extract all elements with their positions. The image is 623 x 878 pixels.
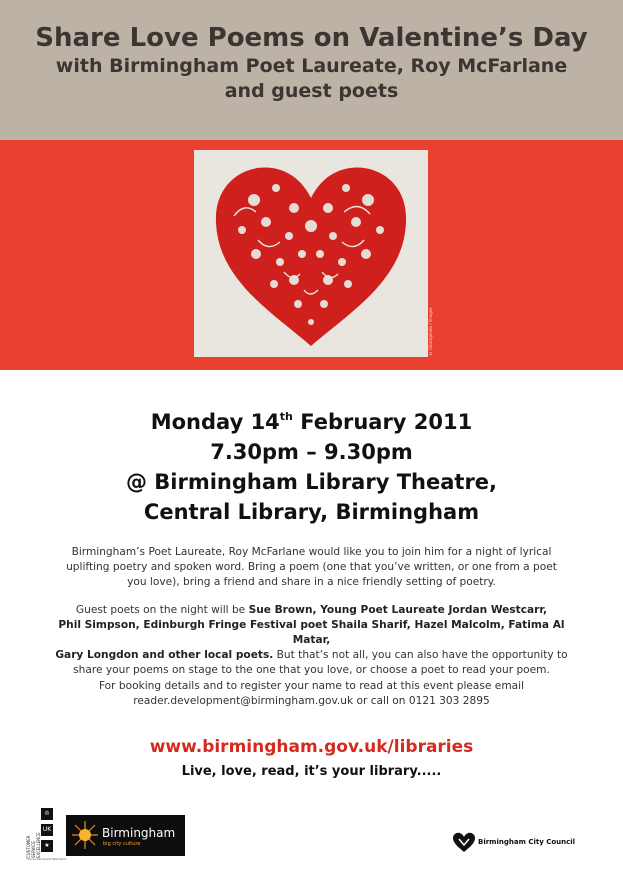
- birmingham-big-city-culture-logo: Birmingham big city culture: [66, 815, 185, 856]
- star-icon: ★: [41, 840, 53, 852]
- sunburst-icon: [66, 815, 102, 856]
- library-tagline: Live, love, read, it’s your library.....: [181, 764, 442, 779]
- event-time: 7.30pm – 9.30pm: [210, 440, 413, 464]
- event-details: [0, 402, 623, 527]
- council-heart-icon: [452, 832, 476, 854]
- poster-header: [0, 0, 623, 140]
- poster-subtitle-line2: and guest poets: [224, 80, 399, 102]
- customer-excellence-logo: CUSTOMER SERVICE EXCELLENCE ♔ UK ★ The Government Standard: [26, 810, 66, 861]
- event-date: Monday 14th February 2011: [150, 410, 473, 434]
- uk-badge: UK: [41, 824, 53, 836]
- booking-contact: reader.development@birmingham.gov.uk or call on 0121 303 2895: [133, 695, 490, 707]
- crown-icon: ♔: [41, 808, 53, 820]
- birmingham-city-council-logo: Birmingham City Council: [452, 832, 602, 854]
- heart-icon: [194, 150, 428, 357]
- booking-paragraph: For booking details and to register your name to read at this event please email reader.development@birmingham.gov.uk or call on 0121 303 2895: [50, 679, 573, 709]
- event-location: Central Library, Birmingham: [143, 500, 480, 524]
- intro-paragraph: Birmingham’s Poet Laureate, Roy McFarlane would like you to join him for a night of lyrical uplifting poetry and spoken word. Bring a poem (one that you’ve written, or one from a poet you love), bring a friend and share in a nice friendly setting of poetry.: [66, 546, 557, 588]
- guest-poets-paragraph: Guest poets on the night will be Sue Brown, Young Poet Laureate Jordan Westcarr, Phil Simpson, Edinburgh Fringe Festival poet Shaila Sharif, Hazel Malcolm, Fatima Al Matar, Gary Longdon and other local poets. But that’s not all, you can also have the opportunity to share your poems on stage to the one that you love, or choose a poet to read your poem.: [55, 604, 568, 676]
- poster-subtitle-line1: with Birmingham Poet Laureate, Roy McFarlane: [55, 55, 568, 77]
- image-credit: © iStockphoto / Images: [428, 307, 433, 356]
- heart-image: [194, 150, 428, 357]
- event-venue: @ Birmingham Library Theatre,: [125, 470, 498, 494]
- library-website-link[interactable]: www.birmingham.gov.uk/libraries: [149, 737, 474, 757]
- poster-title: Share Love Poems on Valentine’s Day: [35, 23, 588, 53]
